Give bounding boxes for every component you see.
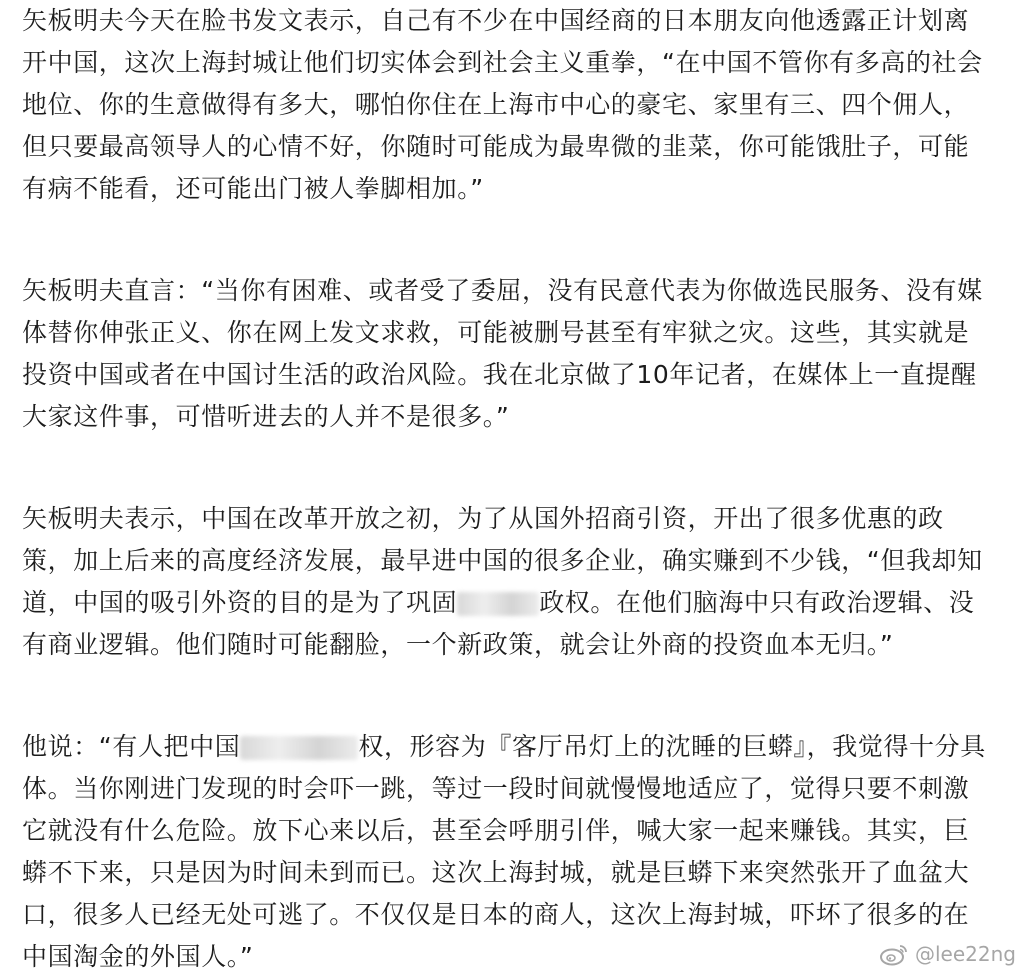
article-body xyxy=(22,0,1014,978)
text-line: 蟒不下来，只是因为时间未到而已。这次上海封城，就是巨蟒下来突然张开了血盆大 xyxy=(22,858,970,887)
text-line xyxy=(22,726,1014,768)
watermark-text: @lee22ng xyxy=(915,942,1016,966)
text-line: 但只要最高领导人的心情不好，你随时可能成为最卑微的韭菜，你可能饿肚子，可能 xyxy=(22,132,970,161)
text-line: 矢板明夫直言：“当你有困难、或者受了委屈，没有民意代表为你做选民服务、没有媒 xyxy=(22,276,983,305)
redaction-blur xyxy=(240,736,358,760)
text-segment: 权，形容为『客厅吊灯上的沈睡的巨蟒』，我觉得十分具 xyxy=(358,732,986,761)
weibo-icon xyxy=(879,942,909,966)
text-line xyxy=(22,582,1014,624)
text-line: 投资中国或者在中国讨生活的政治风险。我在北京做了10年记者，在媒体上一直提醒 xyxy=(22,360,977,389)
text-line: 策，加上后来的高度经济发展，最早进中国的很多企业，确实赚到不少钱，“但我却知 xyxy=(22,546,983,575)
text-line: 地位、你的生意做得有多大，哪怕你住在上海市中心的豪宅、家里有三、四个佣人， xyxy=(22,90,970,119)
text-line: 有病不能看，还可能出门被人拳脚相加。” xyxy=(22,174,484,203)
text-line: 有商业逻辑。他们随时可能翻脸，一个新政策，就会让外商的投资血本无归。” xyxy=(22,630,894,659)
text-segment: 政权。在他们脑海中只有政治逻辑、没 xyxy=(539,588,975,617)
paragraph-4 xyxy=(22,726,1014,978)
paragraph-2 xyxy=(22,270,1014,438)
text-line: 体。当你刚进门发现的时会吓一跳，等过一段时间就慢慢地适应了，觉得只要不刺激 xyxy=(22,774,970,803)
text-segment: 他说：“有人把中国 xyxy=(22,732,241,761)
text-line: 中国淘金的外国人。” xyxy=(22,942,254,971)
text-line: 它就没有什么危险。放下心来以后，甚至会呼朋引伴，喊大家一起来赚钱。其实，巨 xyxy=(22,816,970,845)
redaction-blur xyxy=(457,592,539,616)
text-segment: 道，中国的吸引外资的目的是为了巩固 xyxy=(22,588,458,617)
text-line: 体替你伸张正义、你在网上发文求救，可能被删号甚至有牢狱之灾。这些，其实就是 xyxy=(22,318,970,347)
text-line: 大家这件事，可惜听进去的人并不是很多。” xyxy=(22,402,510,431)
watermark xyxy=(879,942,1016,966)
paragraph-1 xyxy=(22,0,1014,210)
text-line: 矢板明夫今天在脸书发文表示，自己有不少在中国经商的日本朋友向他透露正计划离 xyxy=(22,6,970,35)
text-line: 口，很多人已经无处可逃了。不仅仅是日本的商人，这次上海封城，吓坏了很多的在 xyxy=(22,900,970,929)
text-line: 矢板明夫表示，中国在改革开放之初，为了从国外招商引资，开出了很多优惠的政 xyxy=(22,504,944,533)
paragraph-3 xyxy=(22,498,1014,666)
text-line: 开中国，这次上海封城让他们切实体会到社会主义重拳，“在中国不管你有多高的社会 xyxy=(22,48,983,77)
